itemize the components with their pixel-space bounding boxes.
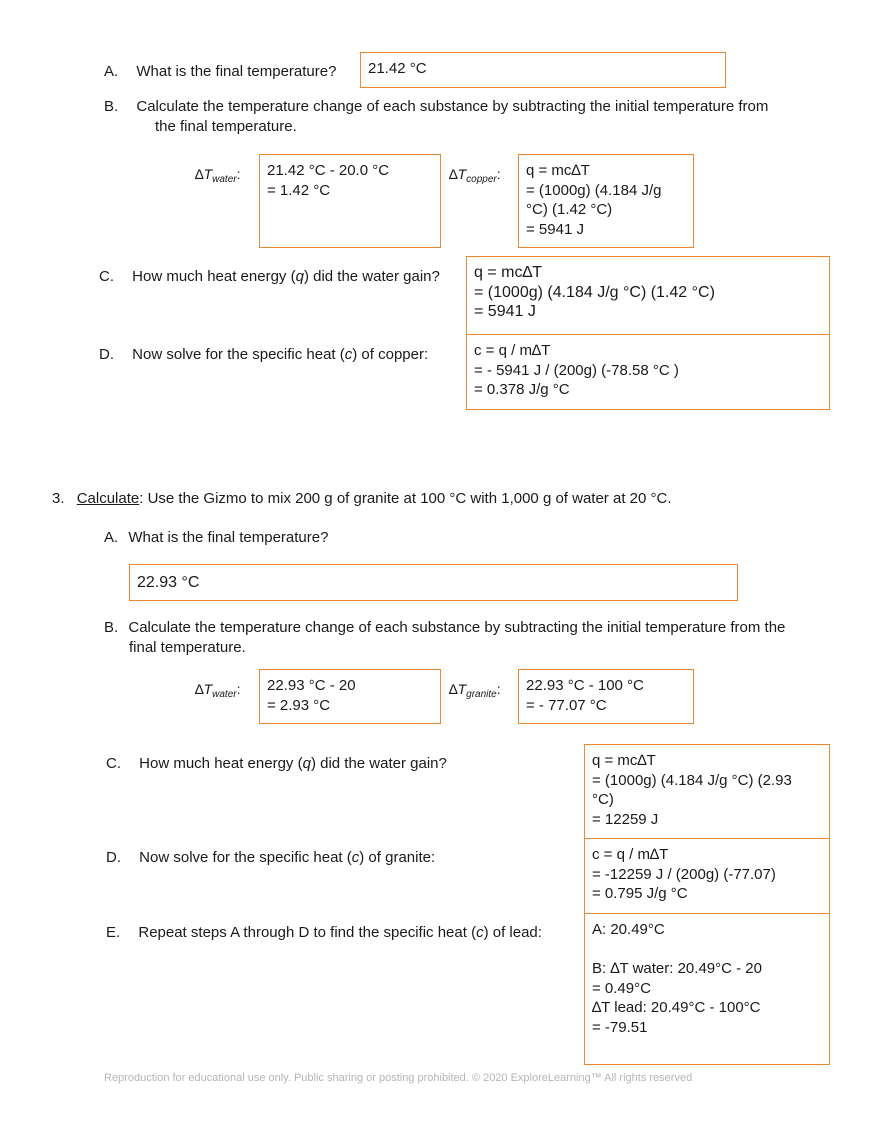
s3-delta-t-water-label: $\Delta T_{water}$:	[195, 681, 241, 700]
s3-question-b: B. Calculate the temperature change of each substance by subtracting the initial temperature from the	[104, 619, 786, 636]
s2-final-temp-answer[interactable]: 21.42 °C	[360, 52, 726, 88]
s3-question-d: D. Now solve for the specific heat (c) of granite:	[106, 849, 436, 866]
s3-lead-specific-heat-answer[interactable]: A: 20.49°C B: ∆T water: 20.49°C - 20 = 0.49°C ∆T lead: 20.49°C - 100°C = -79.51	[584, 913, 830, 1065]
s3-water-heat-answer[interactable]: q = mc∆T = (1000g) (4.184 J/g °C) (2.93 °C) = 12259 J	[584, 744, 830, 839]
s2-delta-t-copper-label: $\Delta T_{copper}$:	[449, 166, 501, 185]
s2-question-c: C. How much heat energy (q) did the water gain?	[99, 268, 440, 285]
s2-water-heat-answer[interactable]: q = mc∆T = (1000g) (4.184 J/g °C) (1.42 °C) = 5941 J	[466, 256, 830, 335]
s3-question-c: C. How much heat energy (q) did the water gain?	[106, 755, 447, 772]
s2-delta-t-copper-answer[interactable]: q = mc∆T = (1000g) (4.184 J/g °C) (1.42 °C) = 5941 J	[518, 154, 694, 248]
s3-delta-t-granite-label: $\Delta T_{granite}$:	[449, 681, 501, 700]
copyright-footer: Reproduction for educational use only. Public sharing or posting prohibited. © 2020 ExploreLearning™ All rights reserved	[104, 1072, 693, 1084]
s2-question-a: A. What is the final temperature?	[104, 63, 337, 80]
s2-delta-t-water-answer[interactable]: 21.42 °C - 20.0 °C = 1.42 °C	[259, 154, 441, 248]
s3-intro: 3. Calculate: Use the Gizmo to mix 200 g of granite at 100 °C with 1,000 g of water at 20 °C.	[52, 490, 672, 507]
s3-question-b-cont: final temperature.	[129, 639, 246, 656]
s2-question-b-cont: the final temperature.	[155, 118, 297, 135]
s2-question-d: D. Now solve for the specific heat (c) of copper:	[99, 346, 429, 363]
s2-delta-t-water-label: $\Delta T_{water}$:	[195, 166, 241, 185]
s3-granite-specific-heat-answer[interactable]: c = q / m∆T = -12259 J / (200g) (-77.07) = 0.795 J/g °C	[584, 838, 830, 914]
s3-final-temp-answer[interactable]: 22.93 °C	[129, 564, 738, 601]
s2-copper-specific-heat-answer[interactable]: c = q / m∆T = - 5941 J / (200g) (-78.58 °C ) = 0.378 J/g °C	[466, 334, 830, 410]
s3-delta-t-water-answer[interactable]: 22.93 °C - 20 = 2.93 °C	[259, 669, 441, 724]
s2-question-b: B. Calculate the temperature change of each substance by subtracting the initial temperature from	[104, 98, 769, 115]
s3-delta-t-granite-answer[interactable]: 22.93 °C - 100 °C = - 77.07 °C	[518, 669, 694, 724]
s3-question-a: A. What is the final temperature?	[104, 529, 329, 546]
s3-question-e: E. Repeat steps A through D to find the specific heat (c) of lead:	[106, 924, 542, 941]
